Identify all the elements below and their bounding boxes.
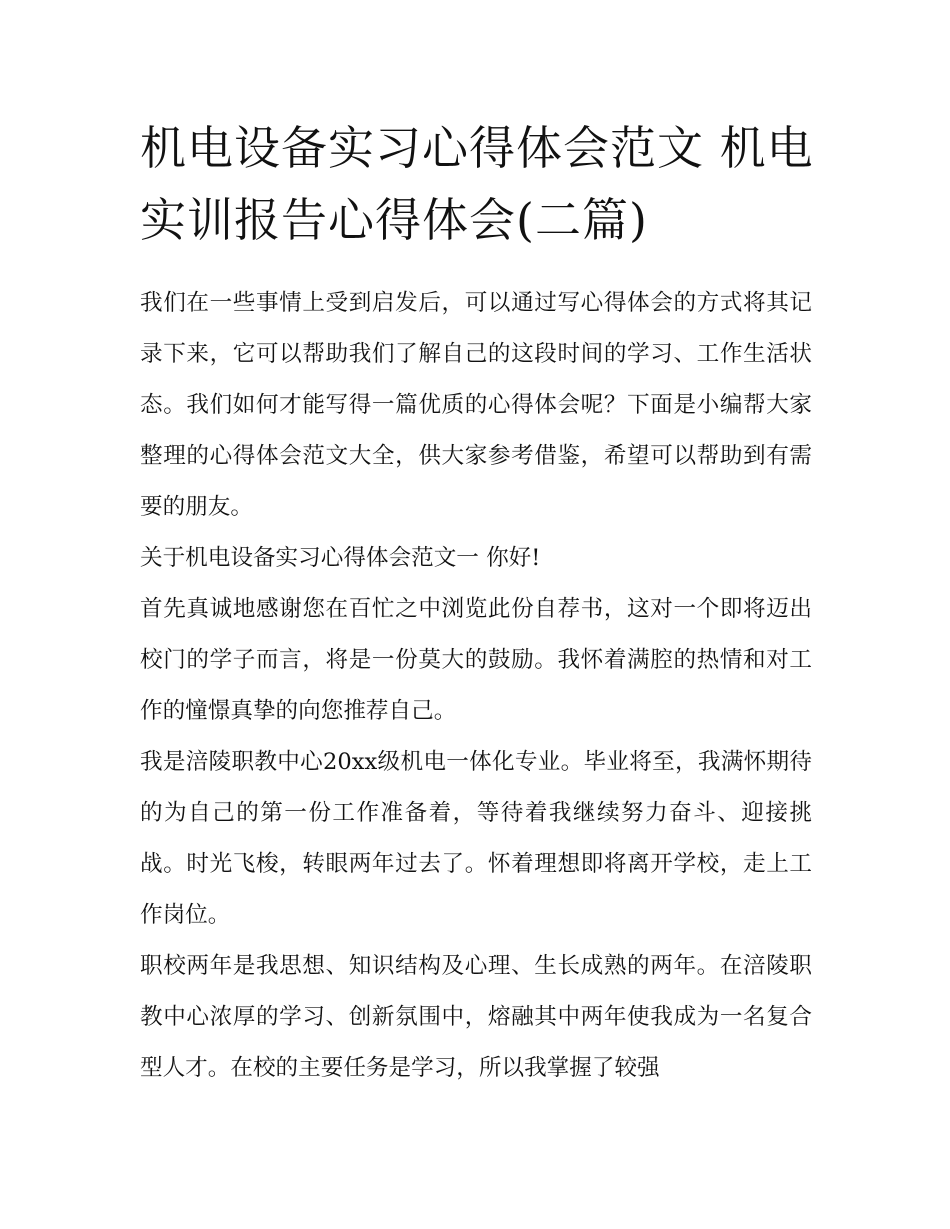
document-body bbox=[140, 278, 812, 1094]
paragraph-thanks: 首先真诚地感谢您在百忙之中浏览此份自荐书，这对一个即将迈出校门的学子而言，将是一份莫大的鼓励。我怀着满腔的热情和对工作的憧憬真挚的向您推荐自己。 bbox=[140, 596, 812, 724]
document-title: 机电设备实习心得体会范文 机电实训报告心得体会(二篇) bbox=[140, 121, 814, 247]
paragraph-intro: 我们在一些事情上受到启发后，可以通过写心得体会的方式将其记录下来，它可以帮助我们了解自己的这段时间的学习、工作生活状态。我们如何才能写得一篇优质的心得体会呢？下面是小编帮大家整理的心得体会范文大全，供大家参考借鉴，希望可以帮助到有需要的朋友。 bbox=[140, 290, 812, 520]
paragraph-school-years: 职校两年是我思想、知识结构及心理、生长成熟的两年。在涪陵职教中心浓厚的学习、创新氛围中，熔融其中两年使我成为一名复合型人才。在校的主要任务是学习，所以我掌握了较强 bbox=[140, 953, 812, 1081]
paragraph-heading-one: 关于机电设备实习心得体会范文一 你好! bbox=[140, 545, 541, 571]
paragraph-self-intro: 我是涪陵职教中心20xx级机电一体化专业。毕业将至，我满怀期待的为自己的第一份工作准备着，等待着我继续努力奋斗、迎接挑战。时光飞梭，转眼两年过去了。怀着理想即将离开学校，走上工作岗位。 bbox=[140, 749, 812, 928]
